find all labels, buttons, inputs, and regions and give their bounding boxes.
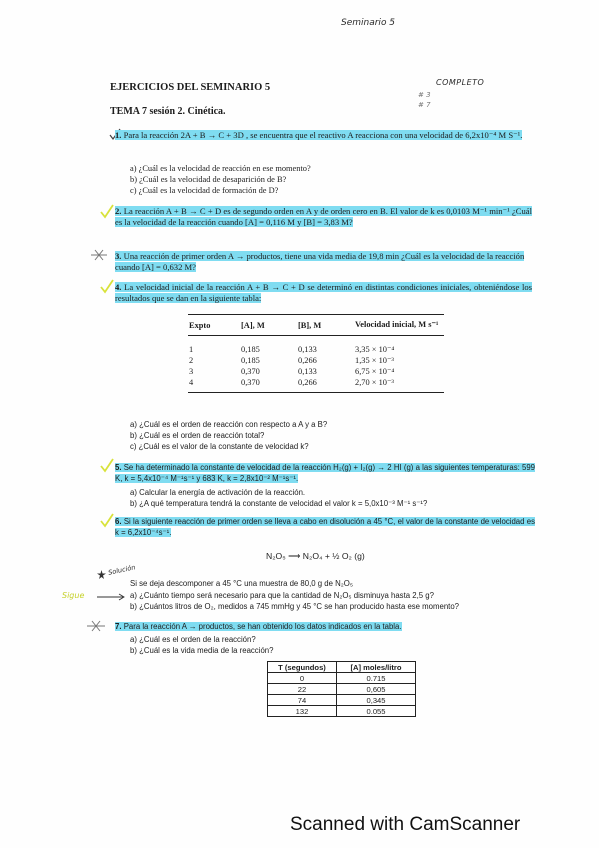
question-5-text: Se ha determinado la constante de velocidad de la reacción H₂(g) + I₂(g) → 2 HI (g) a las siguientes temperaturas: 599 K, k = 5,4x10⁻⁴ M⁻¹s⁻¹ y 683 K, k = 2,8x10⁻² M⁻¹s⁻¹. [115,463,535,483]
table-7 [267,661,416,717]
cross-mark-icon [90,248,108,262]
document-subtitle: TEMA 7 sesión 2. Cinética. [110,106,226,117]
question-7: 7. Para la reacción A → productos, se han obtenido los datos indicados en la tabla. [115,622,402,631]
question-5: 5. Se ha determinado la constante de velocidad de la reacción H₂(g) + I₂(g) → 2 HI (g) a las siguientes temperaturas: 599 K, k = 5,4x10⁻⁴ M⁻¹s⁻¹ y 683 K, k = 2,8x10⁻² M⁻¹s⁻¹. [115,463,535,483]
cross-mark-icon [86,619,106,633]
question-4-text: La velocidad inicial de la reacción A + B → C + D se determinó en distintas condiciones iniciales, obteniéndose los resultados que se dan en la siguiente tabla: [115,282,532,303]
table-4 [188,314,444,393]
table-7-header: [A] moles/litro [337,662,416,673]
table-row: 1 0,185 0,133 3,35 × 10⁻⁴ [189,345,395,354]
question-4: 4. La velocidad inicial de la reacción A + B → C + D se determinó en distintas condiciones iniciales, obteniéndose los resultados que se dan en la siguiente tabla: [115,282,532,303]
check-mark-icon [99,457,115,473]
question-5a: a) Calcular la energía de activación de la reacción. [130,488,306,497]
table-row: 0 0.715 [268,673,416,684]
question-1b: b) ¿Cuál es la velocidad de desaparición de B? [130,175,287,184]
question-6-intro: Si se deja descomponer a 45 °C una muestra de 80,0 g de N₂O₅ [130,579,353,588]
question-6-equation: N₂O₅ ⟶ N₂O₄ + ½ O₂ (g) [266,551,365,561]
table-row: 22 0,605 [268,684,416,695]
question-4c: c) ¿Cuál es el valor de la constante de velocidad k? [130,442,309,451]
question-7-text: Para la reacción A → productos, se han obtenido los datos indicados en la tabla. [123,622,402,631]
handwritten-sigue: Sigue [62,591,85,600]
table-7-header: T (segundos) [268,662,337,673]
table-row: 2 0,185 0,266 1,35 × 10⁻³ [189,356,394,365]
question-2: 2. La reacción A + B → C + D es de segundo orden en A y de orden cero en B. El valor de k es 0,0103 M⁻¹ min⁻¹ ¿Cuál es la velocidad de la reacción cuando [A] = 0,116 M y [B] = 3,83 M? [115,206,532,227]
question-5b: b) ¿A qué temperatura tendrá la constante de velocidad el valor k = 5,0x10⁻³ M⁻¹ s⁻¹? [130,499,428,508]
handwritten-completo: COMPLETO [436,78,485,87]
check-mark-icon [99,203,115,219]
table-row: 74 0,345 [268,695,416,706]
question-7-parts [130,634,273,656]
table-4-header: [B], M [298,321,322,330]
question-6b: b) ¿Cuántos litros de O₂, medidos a 745 mmHg y 45 °C se han producido hasta ese momento? [130,602,460,611]
question-4-parts [130,419,327,452]
handwritten-title: Seminario 5 [341,18,396,28]
check-mark-icon [99,278,115,294]
table-4-header: Expto [189,321,211,330]
question-1-parts [130,163,311,196]
star-icon [97,570,106,579]
handwritten-solucion: Solución [107,563,137,577]
question-4b: b) ¿Cuál es el orden de reacción total? [130,431,265,440]
arrow-right-icon [97,593,127,601]
camscanner-watermark: Scanned with CamScanner [290,814,521,835]
question-1a: a) ¿Cuál es la velocidad de reacción en ese momento? [130,164,311,173]
check-mark-icon [99,512,115,528]
table-4-header: [A], M [241,321,265,330]
question-6-parts [130,590,459,612]
question-3: 3. Una reacción de primer orden A → productos, tiene una vida media de 19,8 min ¿Cuál es la velocidad de la reacción cuando [A] = 0,632 M? [115,251,525,272]
table-row: 132 0.055 [268,706,416,717]
question-6: 6. Si la siguiente reacción de primer orden se lleva a cabo en disolución a 45 °C, el valor de la constante de velocidad es k = 6,2x10⁻⁴s⁻¹. [115,517,535,537]
question-4a: a) ¿Cuál es el orden de reacción con respecto a A y a B? [130,420,328,429]
question-7b: b) ¿Cuál es la vida media de la reacción? [130,646,274,655]
question-7a: a) ¿Cuál es el orden de la reacción? [130,635,256,644]
handwritten-marks: # 3 # 7 [418,91,431,109]
question-3-text: Una reacción de primer orden A → productos, tiene una vida media de 19,8 min ¿Cuál es la velocidad de la reacción cuando [A] = 0,632 M? [115,251,525,272]
table-4-header: Velocidad inicial, M s⁻¹ [355,320,439,329]
question-6-text: Si la siguiente reacción de primer orden se lleva a cabo en disolución a 45 °C, el valor de la constante de velocidad es k = 6,2x10⁻⁴s⁻¹. [115,517,535,537]
question-6a: a) ¿Cuánto tiempo será necesario para que la cantidad de N₂O₅ disminuya hasta 2,5 g? [130,591,434,600]
question-1 [115,130,532,141]
table-row: 3 0,370 0,133 6,75 × 10⁻⁴ [189,367,395,376]
table-row: 4 0,370 0,266 2,70 × 10⁻³ [189,378,394,387]
question-5-parts [130,487,427,509]
question-1c: c) ¿Cuál es la velocidad de formación de D? [130,186,279,195]
document-title: EJERCICIOS DEL SEMINARIO 5 [110,82,271,93]
question-2-text: La reacción A + B → C + D es de segundo orden en A y de orden cero en B. El valor de k es 0,0103 M⁻¹ min⁻¹ ¿Cuál es la velocidad de la reacción cuando [A] = 0,116 M y [B] = 3,83 M? [115,206,532,227]
question-1-text: 1. Para la reacción 2A + B → C + 3D , se encuentra que el reactivo A reacciona con una velocidad de 6,2x10⁻⁴ M S⁻¹. [115,130,523,140]
